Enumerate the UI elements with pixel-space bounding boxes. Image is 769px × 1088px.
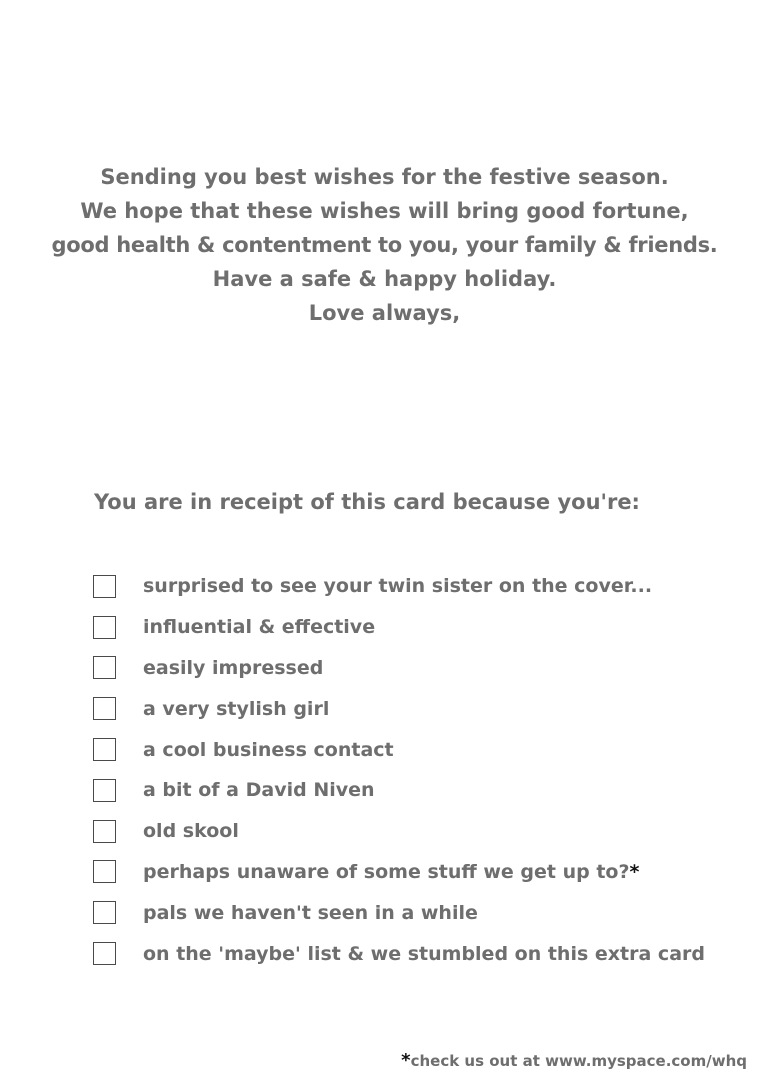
checkbox[interactable] xyxy=(93,860,116,883)
checklist-item-label: a bit of a David Niven xyxy=(143,779,375,802)
checklist-item[interactable] xyxy=(93,770,705,811)
checklist-item[interactable] xyxy=(93,892,705,933)
checklist-item[interactable] xyxy=(93,648,705,689)
checklist-item[interactable] xyxy=(93,933,705,974)
checklist-item-label xyxy=(143,861,639,883)
checkbox[interactable] xyxy=(93,616,116,639)
checkbox[interactable] xyxy=(93,820,116,843)
greeting-line: Have a safe & happy holiday. xyxy=(212,267,557,291)
checkbox[interactable] xyxy=(93,901,116,924)
checklist-item-label: pals we haven't seen in a while xyxy=(143,901,478,924)
footnote-asterisk: * xyxy=(629,860,640,883)
checklist-item-text: perhaps unaware of some stuff we get up to? xyxy=(143,860,630,883)
checkbox[interactable] xyxy=(93,656,116,679)
footnote-asterisk: * xyxy=(401,1050,411,1071)
greeting-line: We hope that these wishes will bring good fortune, xyxy=(80,199,689,223)
footnote-text[interactable]: check us out at www.myspace.com/whq xyxy=(410,1052,747,1070)
checklist-item[interactable] xyxy=(93,729,705,770)
checklist-item[interactable] xyxy=(93,607,705,648)
greeting-line: Sending you best wishes for the festive season. xyxy=(100,165,669,189)
checkbox[interactable] xyxy=(93,738,116,761)
checklist-item[interactable] xyxy=(93,566,705,607)
checklist-item-label: influential & effective xyxy=(143,616,376,639)
checklist-item-label: old skool xyxy=(143,820,239,843)
checklist-item-label: a very stylish girl xyxy=(143,697,330,720)
checklist-item[interactable] xyxy=(93,852,705,893)
reason-prompt: You are in receipt of this card because you're: xyxy=(94,490,640,514)
checkbox[interactable] xyxy=(93,779,116,802)
checklist-item-label: surprised to see your twin sister on the cover... xyxy=(143,575,653,598)
checkbox[interactable] xyxy=(93,942,116,965)
checkbox[interactable] xyxy=(93,575,116,598)
checklist-item[interactable] xyxy=(93,688,705,729)
footnote xyxy=(401,1050,747,1071)
checklist-item-label: a cool business contact xyxy=(143,738,394,761)
greeting-line: Love always, xyxy=(308,301,461,325)
checklist-item[interactable] xyxy=(93,811,705,852)
checklist-item-label: on the 'maybe' list & we stumbled on this extra card xyxy=(143,942,705,965)
greeting-line: good health & contentment to you, your family & friends. xyxy=(51,233,718,257)
greeting-message xyxy=(0,160,769,330)
reason-checklist xyxy=(93,566,705,974)
checkbox[interactable] xyxy=(93,697,116,720)
checklist-item-label: easily impressed xyxy=(143,656,324,679)
